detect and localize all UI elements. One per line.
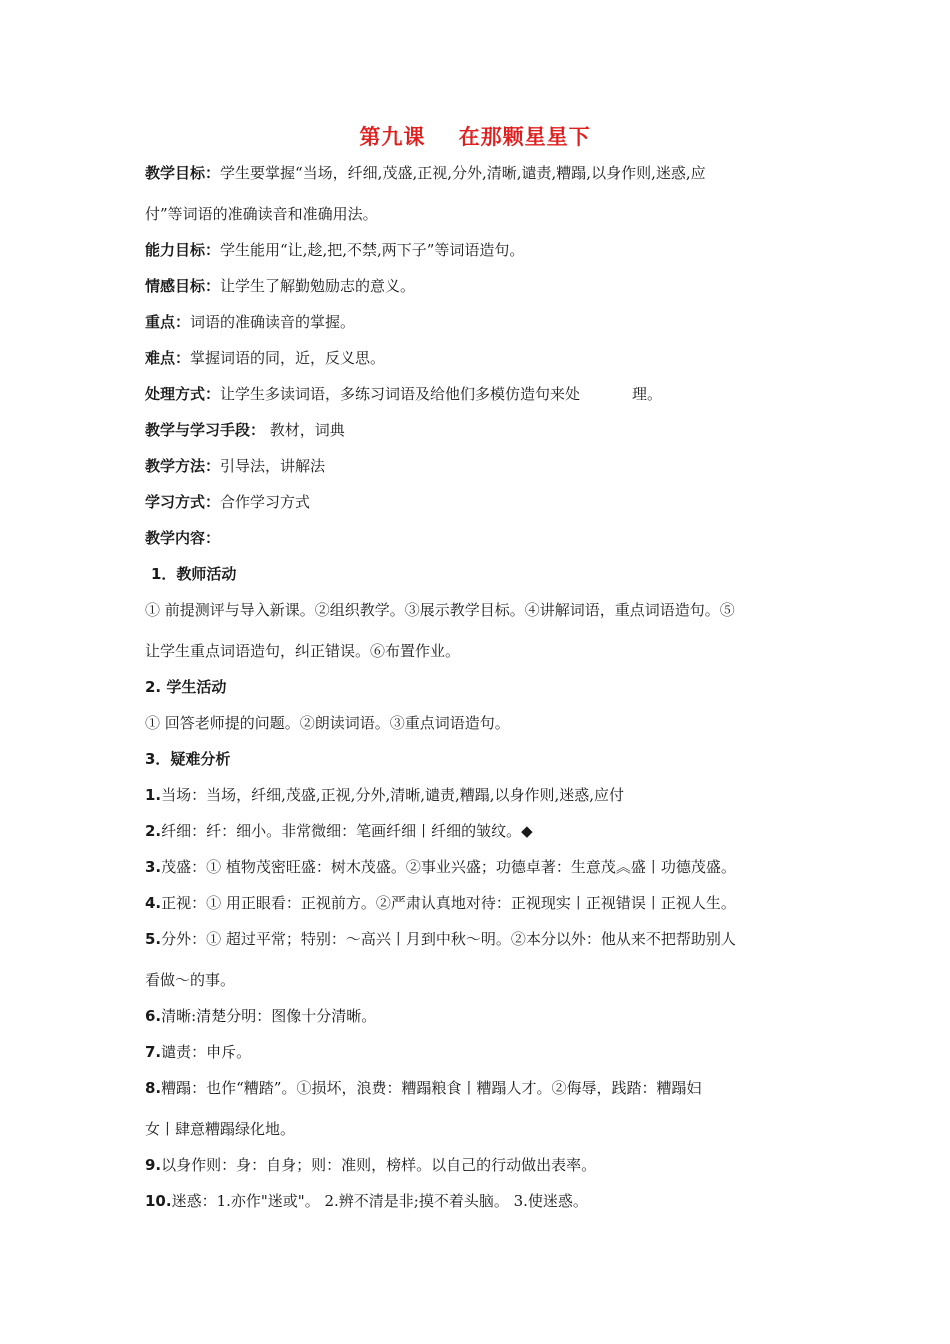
vocab-number: 3. — [145, 858, 162, 876]
vocab-number: 1. — [145, 786, 162, 804]
difficulty-label: 难点： — [145, 349, 191, 367]
vocab-text: 女丨肆意糟蹋绿化地。 — [145, 1120, 296, 1138]
analysis-heading: 3．疑难分析 — [145, 750, 231, 768]
teaching-objective-text: 学生要掌握“当场，纤细,茂盛,正视,分外,清晰,谴责,糟蹋,以身作则,迷惑,应 — [220, 164, 706, 182]
lesson-title: 第九课 在那颗星星下 — [359, 125, 591, 149]
key-point-line — [145, 311, 815, 333]
study-text: 合作学习方式 — [220, 493, 311, 511]
vocab-line — [145, 1041, 815, 1063]
vocab-line-continuation — [145, 1118, 815, 1140]
vocab-line — [145, 892, 815, 914]
vocab-line — [145, 784, 815, 806]
ability-objective-label: 能力目标： — [145, 241, 221, 259]
teaching-objective-line-1 — [145, 162, 815, 184]
vocab-text: 以身作则：身：自身；则：准则，榜样。以自己的行动做出表率。 — [161, 1156, 597, 1174]
vocab-text: 迷惑：1.亦作"迷或"。 2.辨不清是非;摸不着头脑。 3.使迷惑。 — [171, 1192, 588, 1210]
vocab-text: 纤细：纤：细小。非常微细：笔画纤细丨纤细的皱纹。◆ — [161, 822, 533, 840]
vocab-number: 5. — [145, 930, 162, 948]
difficulty-line — [145, 347, 815, 369]
vocab-text: 糟蹋：也作“糟踏”。①损坏，浪费：糟蹋粮食丨糟蹋人才。②侮辱，践踏：糟蹋妇 — [161, 1079, 702, 1097]
vocab-number: 4. — [145, 894, 162, 912]
vocab-text: 分外：① 超过平常；特别：～高兴丨月到中秋～明。②本分以外：他从来不把帮助别人 — [161, 930, 736, 948]
vocab-line — [145, 1005, 815, 1027]
vocab-text: 谴责：申斥。 — [161, 1043, 252, 1061]
vocab-number: 2. — [145, 822, 162, 840]
means-line — [145, 419, 815, 441]
vocab-line — [145, 1077, 815, 1099]
student-activity-heading: 2. 学生活动 — [145, 678, 227, 696]
emotion-objective-line — [145, 275, 815, 297]
teacher-activity-text-2: 让学生重点词语造句，纠正错误。⑥布置作业。 — [145, 642, 461, 660]
vocab-line — [145, 1190, 815, 1212]
method-line — [145, 455, 815, 477]
vocab-number: 8. — [145, 1079, 162, 1097]
vocab-number: 6. — [145, 1007, 162, 1025]
handling-label: 处理方式： — [145, 385, 221, 403]
key-point-label: 重点： — [145, 313, 191, 331]
content-heading: 教学内容： — [145, 529, 221, 547]
means-label: 教学与学习手段： — [145, 421, 266, 439]
handling-line — [145, 383, 815, 405]
teacher-activity-text-1: ① 前提测评与导入新课。②组织教学。③展示教学目标。④讲解词语，重点词语造句。⑤ — [145, 601, 735, 619]
vocab-text: 清晰:清楚分明：图像十分清晰。 — [161, 1007, 377, 1025]
difficulty-text: 掌握词语的同，近，反义思。 — [190, 349, 386, 367]
vocab-number: 7. — [145, 1043, 162, 1061]
handling-text-end: 理。 — [632, 385, 663, 403]
method-text: 引导法，讲解法 — [220, 457, 326, 475]
means-text: 教材，词典 — [265, 421, 345, 439]
emotion-objective-text: 让学生了解勤勉励志的意义。 — [220, 277, 416, 295]
vocab-text: 正视：① 用正眼看：正视前方。②严肃认真地对待：正视现实丨正视错误丨正视人生。 — [161, 894, 736, 912]
vocab-number: 9. — [145, 1156, 162, 1174]
teaching-objective-line-2: 付”等词语的准确读音和准确用法。 — [145, 205, 378, 223]
study-line — [145, 491, 815, 513]
vocab-line — [145, 1154, 815, 1176]
vocab-line — [145, 928, 815, 950]
vocab-line-continuation — [145, 969, 815, 991]
ability-objective-text: 学生能用“让,趁,把,不禁,两下子”等词语造句。 — [220, 241, 525, 259]
study-label: 学习方式： — [145, 493, 221, 511]
vocab-number: 10. — [145, 1192, 172, 1210]
teaching-objective-label: 教学目标： — [145, 164, 221, 182]
vocab-text: 茂盛：① 植物茂密旺盛：树木茂盛。②事业兴盛；功德卓著：生意茂︽盛丨功德茂盛。 — [161, 858, 736, 876]
handling-text: 让学生多读词语，多练习词语及给他们多模仿造句来处 — [220, 385, 581, 403]
vocab-text: 当场：当场，纤细,茂盛,正视,分外,清晰,谴责,糟蹋,以身作则,迷惑,应付 — [161, 786, 625, 804]
emotion-objective-label: 情感目标： — [145, 277, 221, 295]
vocab-line — [145, 820, 815, 842]
ability-objective-line — [145, 239, 815, 261]
teacher-activity-heading: 1．教师活动 — [151, 565, 237, 583]
vocab-line — [145, 856, 815, 878]
key-point-text: 词语的准确读音的掌握。 — [190, 313, 356, 331]
student-activity-text: ① 回答老师提的问题。②朗读词语。③重点词语造句。 — [145, 714, 510, 732]
method-label: 教学方法： — [145, 457, 221, 475]
vocab-text: 看做～的事。 — [145, 971, 236, 989]
